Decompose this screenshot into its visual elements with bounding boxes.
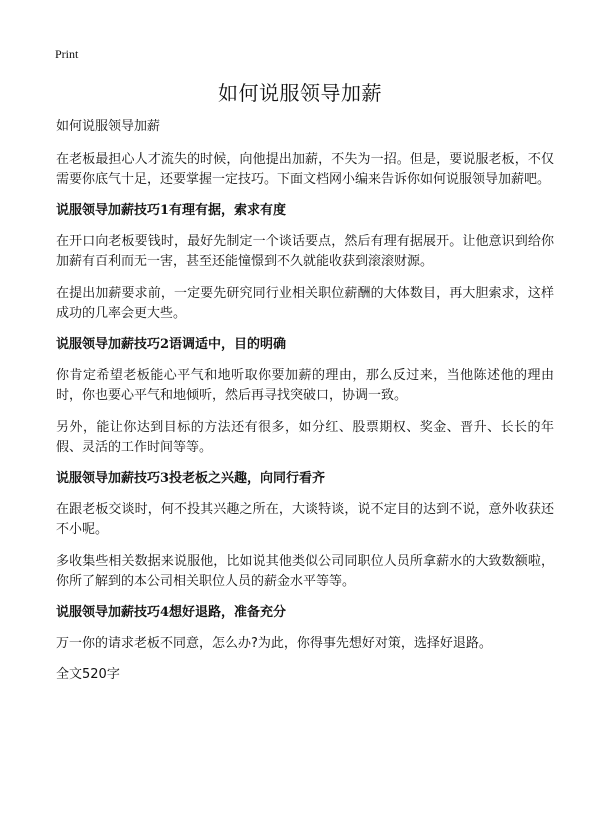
- section-4-paragraph-1: 万一你的请求老板不同意，怎么办?为此，你得事先想好对策，选择好退路。: [56, 636, 492, 651]
- document-title: 如何说服领导加薪: [218, 81, 382, 105]
- intro-paragraph: 在老板最担心人才流失的时候，向他提出加薪，不失为一招。但是，要说服老板，不仅需要你底气十足，还要掌握一定技巧。下面文档网小编来告诉你如何说服领导加薪吧。: [56, 152, 554, 187]
- section-1-paragraph-2: 在提出加薪要求前，一定要先研究同行业相关职位薪酬的大体数目，再大胆索求，这样成功的几率会更大些。: [56, 286, 554, 321]
- section-3-paragraph-1: 在跟老板交谈时，何不投其兴趣之所在，大谈特谈，说不定目的达到不说，意外收获还不小呢。: [56, 502, 554, 537]
- section-heading-2: 说服领导加薪技巧2语调适中，目的明确: [56, 337, 287, 352]
- section-1-paragraph-1: 在开口向老板要钱时，最好先制定一个谈话要点，然后有理有据展开。让他意识到给你加薪有百利而无一害，甚至还能憧憬到不久就能收获到滚滚财源。: [56, 234, 554, 269]
- section-3-paragraph-2: 多收集些相关数据来说服他，比如说其他类似公司同职位人员所拿薪水的大致数额啦，你所了解到的本公司相关职位人员的薪金水平等等。: [56, 554, 554, 589]
- document-body: [56, 118, 554, 684]
- document-subtitle: 如何说服领导加薪: [56, 119, 161, 134]
- section-heading-3: 说服领导加薪技巧3投老板之兴趣，向同行看齐: [56, 471, 326, 486]
- section-heading-4: 说服领导加薪技巧4想好退路，准备充分: [56, 605, 287, 620]
- section-2-paragraph-1: 你肯定希望老板能心平气和地听取你要加薪的理由，那么反过来，当他陈述他的理由时，你也要心平气和地倾听，然后再寻找突破口，协调一致。: [56, 368, 554, 403]
- print-label: Print: [55, 47, 79, 61]
- section-heading-1: 说服领导加薪技巧1有理有据，索求有度: [56, 203, 287, 218]
- section-2-paragraph-2: 另外，能让你达到目标的方法还有很多，如分红、股票期权、奖金、晋升、长长的年假、灵活的工作时间等等。: [56, 420, 554, 455]
- word-count-footer: 全文520字: [56, 667, 120, 682]
